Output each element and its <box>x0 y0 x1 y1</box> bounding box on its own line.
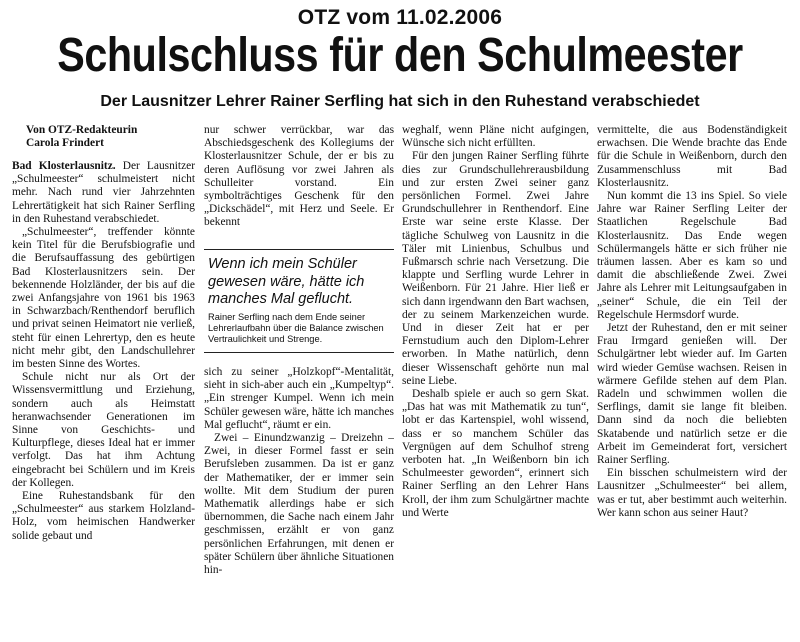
paragraph: Deshalb spiele er auch so gern Skat. „Das hat was mit Mathematik zu tun“, lobt er das Kartenspiel, wohl wissend, dass er so manchem Schüler das Vergnügen auf dem Schulhof streng verboten hat. „In Weißenborn bin ich Schulmeester geworden“, erinnert sich Rainer Serfling an den Lehrer Hans Kroll, der ihm zum Schulgärtner machte und Werte <box>402 388 589 519</box>
paragraph: weghalf, wenn Pläne nicht aufgingen, Wünsche sich nicht erfüllten. <box>402 124 589 150</box>
quote-top-rule <box>204 249 394 250</box>
paragraph: „Schulmeester“, treffender könnte kein Titel für die Berufsbiografie und die Berufsauffassung des gebürtigen Bad Klosterlausnitzers sein. Der bekennende Holzländer, der bis auf die zwei Anfangsjahre von 1961 bis 1963 in Schwarzbach/Renthendorf beruflich und privat seinen Heimatort nie verließ, steht für einen Lehrertyp, den es heute nicht mehr gibt, den Landschullehrer im besten Sinne des Wortes. <box>12 226 195 371</box>
column-2-bottom <box>204 366 394 636</box>
paragraph: Für den jungen Rainer Serfling führte dies zur Grundschullehrerausbildung und zur ersten Zwei seiner ganz persönlichen Formel. Zwei Jahre Grundschullehrer in Renthendorf. Eine Erste war seine erste Klasse. Der tägliche Schulweg von Lausnitz in die Täler mit Linienbus, Schulbus und Fußmarsch schrie nach Versetzung. Die klappte und Serfling wurde Lehrer in Weißenborn. Für 21 Jahre. Hier ließ er sich dann irgendwann den Bart wachsen, der zu seinem Markenzeichen wurde. Und in dieser Zeit hat er per Fernstudium auch den Diplom-Lehrer erworben. In Mathe natürlich, denn dieser Wissenschaft gehörte nun mal seine Liebe. <box>402 150 589 387</box>
paragraph <box>12 160 195 226</box>
column-3 <box>402 124 589 636</box>
headline: Schulschluss für den Schulmeester <box>57 29 743 82</box>
paragraph: sich zu seiner „Holzkopf“-Mentalität, sieht in sich-aber auch ein „Kumpeltyp“. „Ein strenger Kumpel. Wenn ich mein Schüler gewesen wäre, hätte ich manches Mal geflucht“, räumt er ein. <box>204 366 394 431</box>
paragraph: Eine Ruhestandsbank für den „Schulmeester“ aus starkem Holzland-Holz, vom heimischen Handwerker solide gebaut und <box>12 490 195 542</box>
column-2-top <box>204 124 394 244</box>
pull-quote: Wenn ich mein Schüler gewesen wäre, hätte ich manches Mal geflucht. <box>208 256 365 307</box>
pull-quote-caption: Rainer Serfling nach dem Ende seiner Lehrerlaufbahn über die Balance zwischen Vertraulichkeit und Strenge. <box>208 312 384 344</box>
paragraph-text: Der Lausnitzer „Schulmeester“ schulmeistert nicht mehr. Nach rund vier Jahrzehnten Lehrertätigkeit hat sich Rainer Serfling in den Ruhestand verabschiedet. <box>12 160 195 225</box>
dateline: Bad Klosterlausnitz. <box>12 160 116 172</box>
byline: Von OTZ-Redakteurin Carola Frindert <box>26 124 138 149</box>
paragraph: Nun kommt die 13 ins Spiel. So viele Jahre war Rainer Serfling Leiter der Staatlichen Regelschule Bad Klosterlausnitz. Das Ende wegen Schülermangels hätte er sich früher nie träumen lassen. Aber es kam so und damit die abschließende Zwei. Zwei Jahre als Lehrer mit Leitungsaufgaben in „seiner“ Schule, die ein Teil der Regelschule Hermsdorf wurde. <box>597 190 787 321</box>
masthead: OTZ vom 11.02.2006 <box>297 6 503 29</box>
column-4 <box>597 124 787 636</box>
paragraph: Zwei – Einundzwanzig – Dreizehn – Zwei, in dieser Formel fasst er sein Berufsleben zusammen. Da ist er ganz der Mathematiker, der er immer sein wollte. Mit dem Studium der puren Mathematik allerdings habe er sich übernommen, die Sache nach einem Jahr geschmissen, erzählt er von ganz persönlichen Erfahrungen, mit denen er später Schülern über ähnliche Situationen hin- <box>204 432 394 577</box>
quote-bottom-rule <box>204 352 394 353</box>
paragraph: Schule nicht nur als Ort der Wissensvermittlung und Erziehung, sondern auch als Heimstatt heranwachsender Generationen im Sinne von Geschichts- und Kulturpflege, dieses Ideal hat er immer verfolgt. Das hat ihm Achtung eingebracht bei Schülern und im Kreis der Kollegen. <box>12 371 195 489</box>
paragraph: nur schwer verrückbar, war das Abschiedsgeschenk des Kollegiums der Klosterlausnitzer Schule, der er bis zu deren Auflösung vor zwei Jahren als Schulleiter vorstand. Ein symbolträchtiges Geschenk für den „Dickschädel“, mit Herz und Seele. Er bekennt <box>204 124 394 229</box>
paragraph: Ein bisschen schulmeistern wird der Lausnitzer „Schulmeester“ bei allem, was er tut, aber bestimmt auch weiterhin. Wer kann schon aus seiner Haut? <box>597 467 787 519</box>
subhead: Der Lausnitzer Lehrer Rainer Serfling hat sich in den Ruhestand verabschiedet <box>100 93 700 110</box>
paragraph: Jetzt der Ruhestand, den er mit seiner Frau Irmgard genießen will. Der Schulgärtner lebt wieder auf. Im Garten wird wieder Gemüse wachsen. Reisen in wärmere Gefilde stehen auf dem Plan. Radeln und schwimmen wollen die Serflings, damit sie lange fit bleiben. Dann sind da noch die beliebten Skatabende und natürlich setze er die Arbeit im Gemeinderat fort, versichert Rainer Serfling. <box>597 322 787 467</box>
paragraph: vermittelte, die aus Bodenständigkeit erwachsen. Die Wende brachte das Ende für die Schule in Weißenborn, durch den Zusammenschluss mit Bad Klosterlausnitz. <box>597 124 787 189</box>
column-1 <box>12 124 195 636</box>
